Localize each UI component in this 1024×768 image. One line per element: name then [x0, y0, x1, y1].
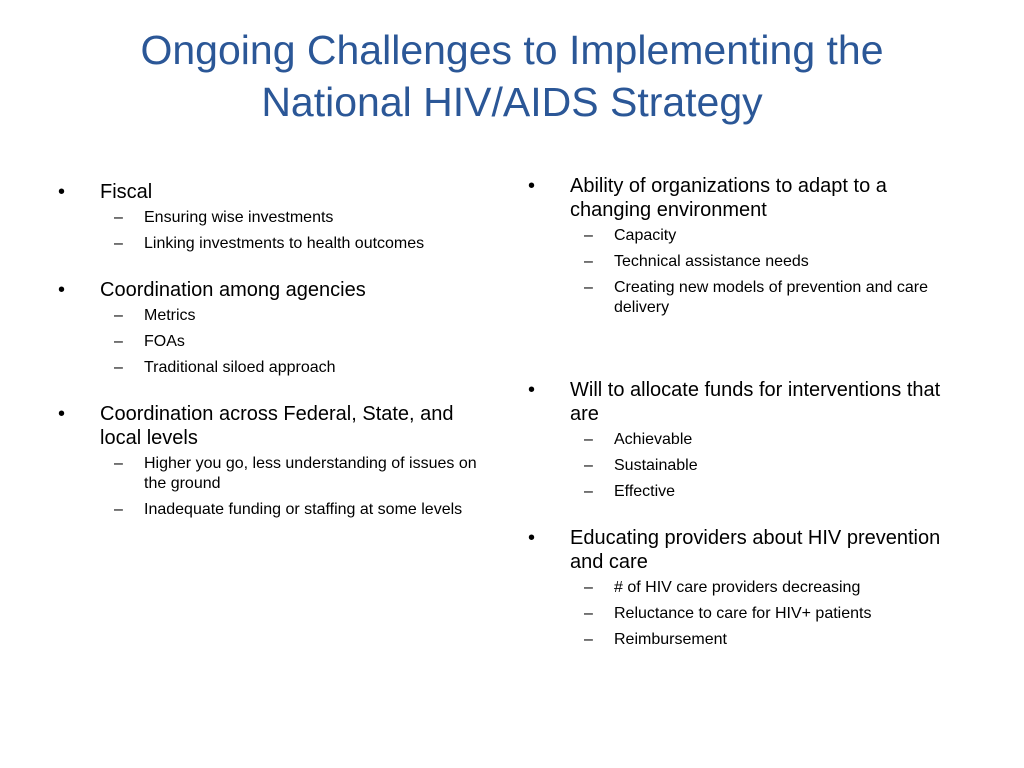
- dash-icon: –: [114, 359, 123, 376]
- dash-icon: –: [114, 501, 123, 518]
- sub-item: [570, 252, 968, 272]
- slide-title-line-2: National HIV/AIDS Strategy: [261, 79, 763, 125]
- bullet-item-educating-providers: [528, 526, 968, 650]
- dash-icon: –: [584, 279, 593, 296]
- dash-icon: –: [114, 209, 123, 226]
- bullet-icon: •: [58, 403, 66, 425]
- sub-item-label: Capacity: [614, 227, 677, 244]
- sub-item: [100, 306, 498, 326]
- slide-title-line-1: Ongoing Challenges to Implementing the: [140, 27, 884, 73]
- bullet-label: Educating providers about HIV prevention and care: [570, 527, 941, 573]
- bullet-label: Fiscal: [100, 181, 153, 203]
- sub-list: [100, 208, 498, 254]
- sub-item-label: Reluctance to care for HIV+ patients: [614, 605, 872, 622]
- sub-list: [100, 454, 498, 520]
- sub-list: [100, 306, 498, 378]
- sub-item-label: # of HIV care providers decreasing: [614, 579, 861, 596]
- dash-icon: –: [584, 605, 593, 622]
- sub-item-label: Technical assistance needs: [614, 253, 809, 270]
- sub-item: [570, 482, 968, 502]
- sub-item: [570, 226, 968, 246]
- bullet-icon: •: [528, 527, 536, 549]
- sub-item: [570, 578, 968, 598]
- sub-list: [570, 226, 968, 318]
- left-column: [58, 180, 498, 526]
- bullet-item-coordination-agencies: [58, 278, 498, 378]
- sub-item-label: FOAs: [144, 333, 185, 350]
- bullet-item-will-allocate: [528, 378, 968, 502]
- bullet-item-ability-adapt: [528, 174, 968, 318]
- sub-item-label: Creating new models of prevention and care delivery: [614, 279, 928, 316]
- bullet-label: Ability of organizations to adapt to a changing environment: [570, 175, 887, 221]
- sub-item: [100, 454, 498, 494]
- sub-item-label: Sustainable: [614, 457, 698, 474]
- sub-item-label: Inadequate funding or staffing at some levels: [144, 501, 463, 518]
- bullet-item-fiscal: [58, 180, 498, 254]
- sub-item-label: Metrics: [144, 307, 196, 324]
- bullet-icon: •: [528, 379, 536, 401]
- dash-icon: –: [584, 457, 593, 474]
- sub-item: [570, 278, 968, 318]
- bullet-item-coordination-levels: [58, 402, 498, 520]
- sub-item: [100, 234, 498, 254]
- bullet-icon: •: [528, 175, 536, 197]
- bullet-label: Will to allocate funds for interventions that are: [570, 379, 941, 425]
- sub-list: [570, 430, 968, 502]
- sub-item-label: Effective: [614, 483, 676, 500]
- sub-item-label: Higher you go, less understanding of issues on the ground: [144, 455, 477, 492]
- dash-icon: –: [584, 483, 593, 500]
- sub-list: [570, 578, 968, 650]
- bullet-label: Coordination among agencies: [100, 279, 366, 301]
- sub-item: [570, 430, 968, 450]
- sub-item-label: Ensuring wise investments: [144, 209, 334, 226]
- sub-item-label: Linking investments to health outcomes: [144, 235, 425, 252]
- dash-icon: –: [114, 333, 123, 350]
- sub-item: [100, 358, 498, 378]
- bullet-icon: •: [58, 181, 66, 203]
- sub-item-label: Achievable: [614, 431, 693, 448]
- bullet-icon: •: [58, 279, 66, 301]
- sub-item: [100, 500, 498, 520]
- sub-item: [100, 208, 498, 228]
- dash-icon: –: [114, 235, 123, 252]
- slide-title: [40, 24, 984, 128]
- sub-item-label: Traditional siloed approach: [144, 359, 336, 376]
- sub-item: [570, 630, 968, 650]
- dash-icon: –: [114, 307, 123, 324]
- dash-icon: –: [114, 455, 123, 472]
- sub-item: [570, 604, 968, 624]
- right-column: [528, 174, 968, 656]
- sub-item: [570, 456, 968, 476]
- dash-icon: –: [584, 631, 593, 648]
- dash-icon: –: [584, 253, 593, 270]
- sub-item-label: Reimbursement: [614, 631, 727, 648]
- dash-icon: –: [584, 227, 593, 244]
- dash-icon: –: [584, 579, 593, 596]
- dash-icon: –: [584, 431, 593, 448]
- bullet-label: Coordination across Federal, State, and local levels: [100, 403, 454, 449]
- sub-item: [100, 332, 498, 352]
